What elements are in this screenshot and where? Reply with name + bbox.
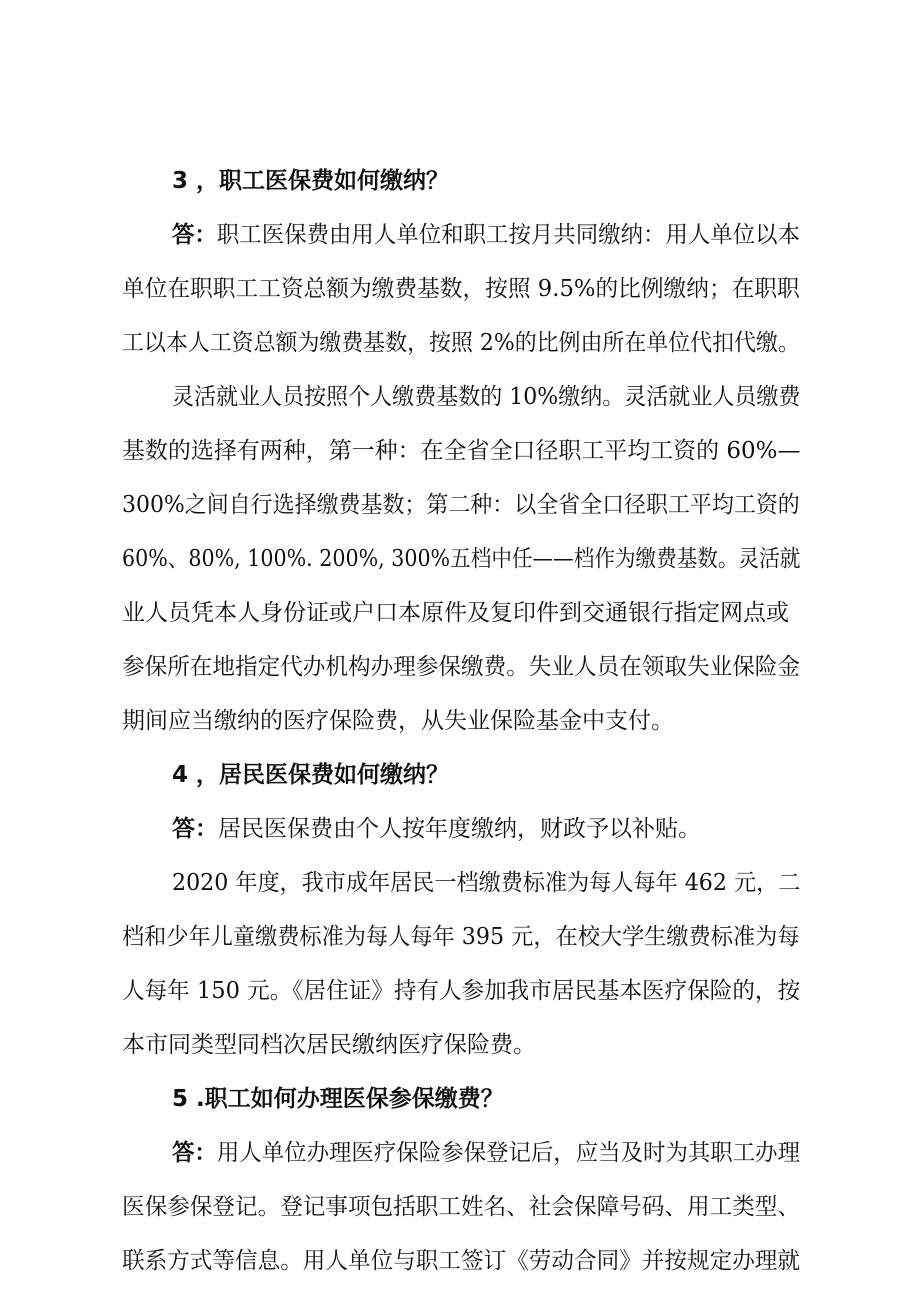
- paragraph-line: 医保参保登记。登记事项包括职工姓名、社会保障号码、用工类型、: [122, 1194, 800, 1220]
- paragraph-line: 参保所在地指定代办机构办理参保缴费。失业人员在领取失业保险金: [122, 654, 800, 680]
- paragraph-line: [172, 220, 800, 250]
- answer-label: 答：: [172, 1140, 217, 1166]
- paragraph-line: [172, 814, 701, 844]
- section-heading-5: 5 .职工如何办理医保参保缴费？: [172, 1086, 504, 1112]
- paragraph-line: 期间应当缴纳的医疗保险费，从失业保险基金中支付。: [122, 708, 674, 734]
- paragraph-line: 单位在职职工工资总额为缴费基数，按照 9.5%的比例缴纳；在职职: [122, 276, 800, 302]
- paragraph-line: 灵活就业人员按照个人缴费基数的 10%缴纳。灵活就业人员缴费: [172, 384, 801, 410]
- paragraph-text: 职工医保费由用人单位和职工按月共同缴纳：用人单位以本: [216, 222, 801, 248]
- paragraph-line: 工以本人工资总额为缴费基数，按照 2%的比例由所在单位代扣代缴。: [122, 330, 800, 356]
- paragraph-line: 300%之间自行选择缴费基数；第二种：以全省全口径职工平均工资的: [122, 492, 800, 518]
- paragraph-line: 本市同类型同档次居民缴纳医疗保险费。: [122, 1032, 536, 1058]
- answer-label: 答：: [172, 816, 218, 842]
- section-heading-4: 4 ，居民医保费如何缴纳？: [172, 762, 450, 788]
- section-heading-3: 3 ，职工医保费如何缴纳？: [172, 168, 450, 194]
- paragraph-line: 联系方式等信息。用人单位与职工签订《劳动合同》并按规定办理就: [122, 1248, 800, 1274]
- paragraph-line: 业人员凭本人身份证或户口本原件及复印件到交通银行指定网点或: [122, 600, 789, 626]
- paragraph-line: 档和少年儿童缴费标准为每人每年 395 元，在校大学生缴费标准为每: [122, 924, 800, 950]
- paragraph-line: [172, 1138, 800, 1168]
- paragraph-line: 基数的选择有两种，第一种：在全省全口径职工平均工资的 60%—: [122, 438, 801, 464]
- paragraph-text: 居民医保费由个人按年度缴纳，财政予以补贴。: [218, 816, 701, 842]
- paragraph-line: 2020 年度，我市成年居民一档缴费标准为每人每年 462 元，二: [172, 870, 801, 896]
- paragraph-line: 60%、80%, 100%. 200%, 300%五档中任——档作为缴费基数。灵活就: [122, 546, 801, 572]
- answer-label: 答：: [172, 222, 217, 248]
- paragraph-line: 人每年 150 元。《居住证》持有人参加我市居民基本医疗保险的，按: [122, 978, 801, 1004]
- paragraph-text: 用人单位办理医疗保险参保登记后，应当及时为其职工办理: [216, 1140, 801, 1166]
